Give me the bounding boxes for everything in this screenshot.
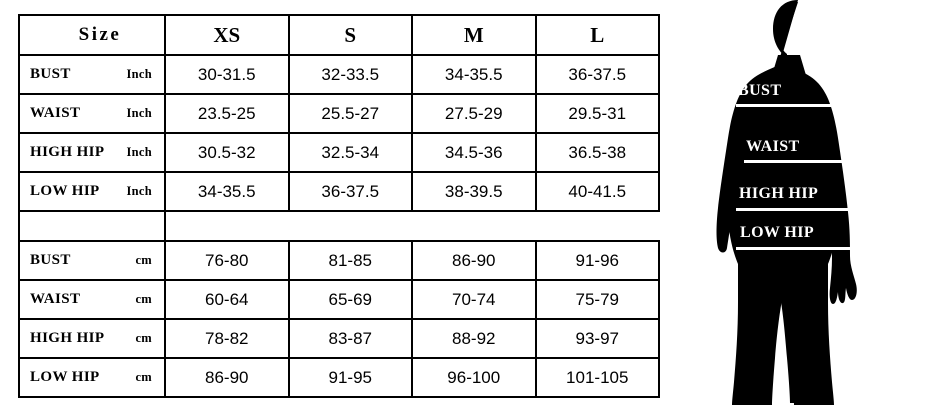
row-label-high-hip-inch xyxy=(19,133,165,172)
divider-cell xyxy=(536,211,660,241)
measure-name: LOW HIP xyxy=(30,369,100,385)
measure-name: HIGH HIP xyxy=(30,330,105,346)
divider-cell xyxy=(165,211,289,241)
figure-rule-high-hip xyxy=(736,208,856,211)
figure-rule-low-hip xyxy=(736,247,860,250)
silhouette-neck xyxy=(770,55,808,82)
cell-value: 93-97 xyxy=(536,319,660,358)
cell-value: 30.5-32 xyxy=(165,133,289,172)
row-label-waist-cm xyxy=(19,280,165,319)
cell-value: 86-90 xyxy=(165,358,289,397)
table-row xyxy=(19,319,659,358)
figure-label-bust: BUST xyxy=(738,82,782,99)
measure-unit: cm xyxy=(135,253,152,267)
measure-name: LOW HIP xyxy=(30,183,100,199)
cell-value: 78-82 xyxy=(165,319,289,358)
header-col-s: S xyxy=(289,15,413,55)
table-row xyxy=(19,133,659,172)
table-row xyxy=(19,94,659,133)
divider-cell xyxy=(289,211,413,241)
measure-unit: Inch xyxy=(126,184,152,198)
figure-label-low-hip: LOW HIP xyxy=(740,224,815,241)
cell-value: 38-39.5 xyxy=(412,172,536,211)
table-row xyxy=(19,280,659,319)
measure-name: WAIST xyxy=(30,105,81,121)
measure-unit: Inch xyxy=(126,145,152,159)
measure-name: BUST xyxy=(30,66,71,82)
measure-unit: cm xyxy=(135,292,152,306)
header-col-m: M xyxy=(412,15,536,55)
table-row xyxy=(19,358,659,397)
row-label-low-hip-cm xyxy=(19,358,165,397)
figure-label-waist: WAIST xyxy=(746,138,800,155)
measure-unit: Inch xyxy=(126,67,152,81)
measure-unit: Inch xyxy=(126,106,152,120)
row-label-waist-inch xyxy=(19,94,165,133)
table-header-row xyxy=(19,15,659,55)
cell-value: 25.5-27 xyxy=(289,94,413,133)
cell-value: 70-74 xyxy=(412,280,536,319)
figure-label-high-hip: HIGH HIP xyxy=(739,185,819,202)
header-size-label: Size xyxy=(19,15,165,55)
table-row xyxy=(19,55,659,94)
divider-cell xyxy=(19,211,165,241)
measure-unit: cm xyxy=(135,331,152,345)
cell-value: 91-96 xyxy=(536,241,660,280)
header-col-xs: XS xyxy=(165,15,289,55)
cell-value: 96-100 xyxy=(412,358,536,397)
cell-value: 34-35.5 xyxy=(165,172,289,211)
figure-rule-waist xyxy=(744,160,850,163)
header-col-l: L xyxy=(536,15,660,55)
cell-value: 27.5-29 xyxy=(412,94,536,133)
table-row xyxy=(19,241,659,280)
measure-name: BUST xyxy=(30,252,71,268)
section-divider-row xyxy=(19,211,659,241)
divider-cell xyxy=(412,211,536,241)
cell-value: 81-85 xyxy=(289,241,413,280)
row-label-low-hip-inch xyxy=(19,172,165,211)
cell-value: 76-80 xyxy=(165,241,289,280)
row-label-bust-cm xyxy=(19,241,165,280)
size-chart-table xyxy=(18,14,660,398)
cell-value: 36-37.5 xyxy=(289,172,413,211)
figure-rule-bust xyxy=(736,104,846,107)
measure-unit: cm xyxy=(135,370,152,384)
cell-value: 83-87 xyxy=(289,319,413,358)
measure-name: WAIST xyxy=(30,291,81,307)
cell-value: 34-35.5 xyxy=(412,55,536,94)
table-row xyxy=(19,172,659,211)
cell-value: 65-69 xyxy=(289,280,413,319)
cell-value: 29.5-31 xyxy=(536,94,660,133)
cell-value: 36-37.5 xyxy=(536,55,660,94)
cell-value: 30-31.5 xyxy=(165,55,289,94)
cell-value: 32.5-34 xyxy=(289,133,413,172)
cell-value: 91-95 xyxy=(289,358,413,397)
measure-name: HIGH HIP xyxy=(30,144,105,160)
body-measurement-figure xyxy=(660,0,939,405)
cell-value: 88-92 xyxy=(412,319,536,358)
cell-value: 101-105 xyxy=(536,358,660,397)
size-chart-table-container xyxy=(18,14,658,398)
cell-value: 36.5-38 xyxy=(536,133,660,172)
cell-value: 23.5-25 xyxy=(165,94,289,133)
cell-value: 34.5-36 xyxy=(412,133,536,172)
row-label-bust-inch xyxy=(19,55,165,94)
cell-value: 60-64 xyxy=(165,280,289,319)
cell-value: 40-41.5 xyxy=(536,172,660,211)
cell-value: 32-33.5 xyxy=(289,55,413,94)
cell-value: 86-90 xyxy=(412,241,536,280)
cell-value: 75-79 xyxy=(536,280,660,319)
row-label-high-hip-cm xyxy=(19,319,165,358)
